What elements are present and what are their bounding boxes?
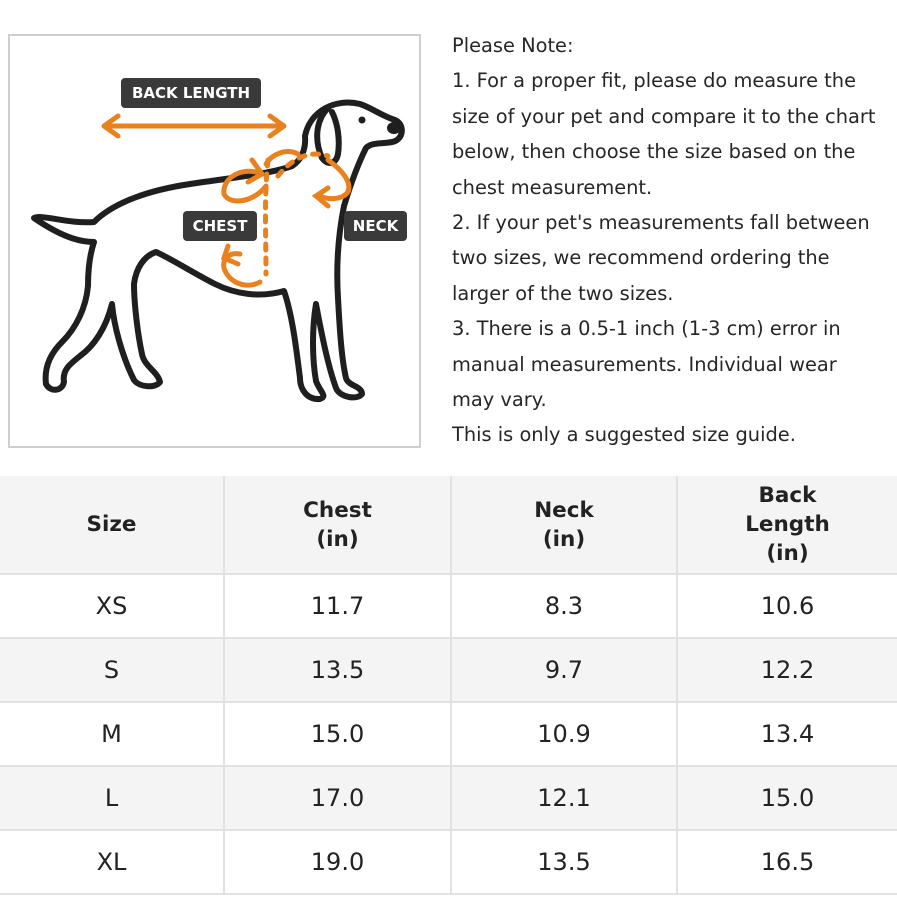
size-notes — [452, 28, 897, 453]
dog-nose — [387, 122, 401, 134]
notes-line: may vary. — [452, 388, 547, 412]
notes-line: two sizes, we recommend ordering the — [452, 246, 830, 270]
cell-chest: 19.0 — [224, 830, 451, 894]
table-row — [0, 702, 897, 766]
cell-back-length: 10.6 — [677, 574, 897, 638]
cell-chest: 13.5 — [224, 638, 451, 702]
notes-line: below, then choose the size based on the — [452, 140, 856, 164]
measurement-diagram — [8, 34, 421, 448]
header-back-length: Back Length (in) — [677, 476, 897, 574]
back-length-arrow — [104, 116, 284, 136]
size-chart-table — [0, 476, 897, 895]
cell-chest: 11.7 — [224, 574, 451, 638]
cell-back-length: 12.2 — [677, 638, 897, 702]
table-row — [0, 574, 897, 638]
notes-line: manual measurements. Individual wear — [452, 352, 837, 376]
header-size: Size — [0, 476, 224, 574]
notes-heading: Please Note: — [452, 34, 574, 57]
cell-size: L — [0, 766, 224, 830]
cell-neck: 9.7 — [451, 638, 677, 702]
cell-size: S — [0, 638, 224, 702]
notes-line: This is only a suggested size guide. — [452, 423, 796, 447]
cell-size: XL — [0, 830, 224, 894]
neck-tag: NECK — [344, 211, 407, 241]
cell-chest: 17.0 — [224, 766, 451, 830]
table-row — [0, 766, 897, 830]
cell-neck: 10.9 — [451, 702, 677, 766]
cell-neck: 13.5 — [451, 830, 677, 894]
cell-neck: 8.3 — [451, 574, 677, 638]
dog-eye — [359, 117, 366, 124]
header-neck: Neck (in) — [451, 476, 677, 574]
table-row — [0, 830, 897, 894]
back-length-tag: BACK LENGTH — [121, 78, 261, 108]
cell-size: M — [0, 702, 224, 766]
cell-back-length: 13.4 — [677, 702, 897, 766]
table-header-row — [0, 476, 897, 574]
notes-line: 2. If your pet's measurements fall between — [452, 211, 870, 235]
cell-back-length: 15.0 — [677, 766, 897, 830]
cell-back-length: 16.5 — [677, 830, 897, 894]
notes-line: 1. For a proper fit, please do measure the — [452, 69, 857, 93]
notes-line: 3. There is a 0.5-1 inch (1-3 cm) error in — [452, 317, 841, 341]
header-chest: Chest (in) — [224, 476, 451, 574]
cell-neck: 12.1 — [451, 766, 677, 830]
cell-size: XS — [0, 574, 224, 638]
notes-line: chest measurement. — [452, 175, 653, 199]
notes-line: larger of the two sizes. — [452, 281, 674, 305]
cell-chest: 15.0 — [224, 702, 451, 766]
chest-tag: CHEST — [183, 211, 257, 241]
notes-line: size of your pet and compare it to the chart — [452, 104, 876, 128]
table-row — [0, 638, 897, 702]
dog-outline — [34, 103, 402, 400]
